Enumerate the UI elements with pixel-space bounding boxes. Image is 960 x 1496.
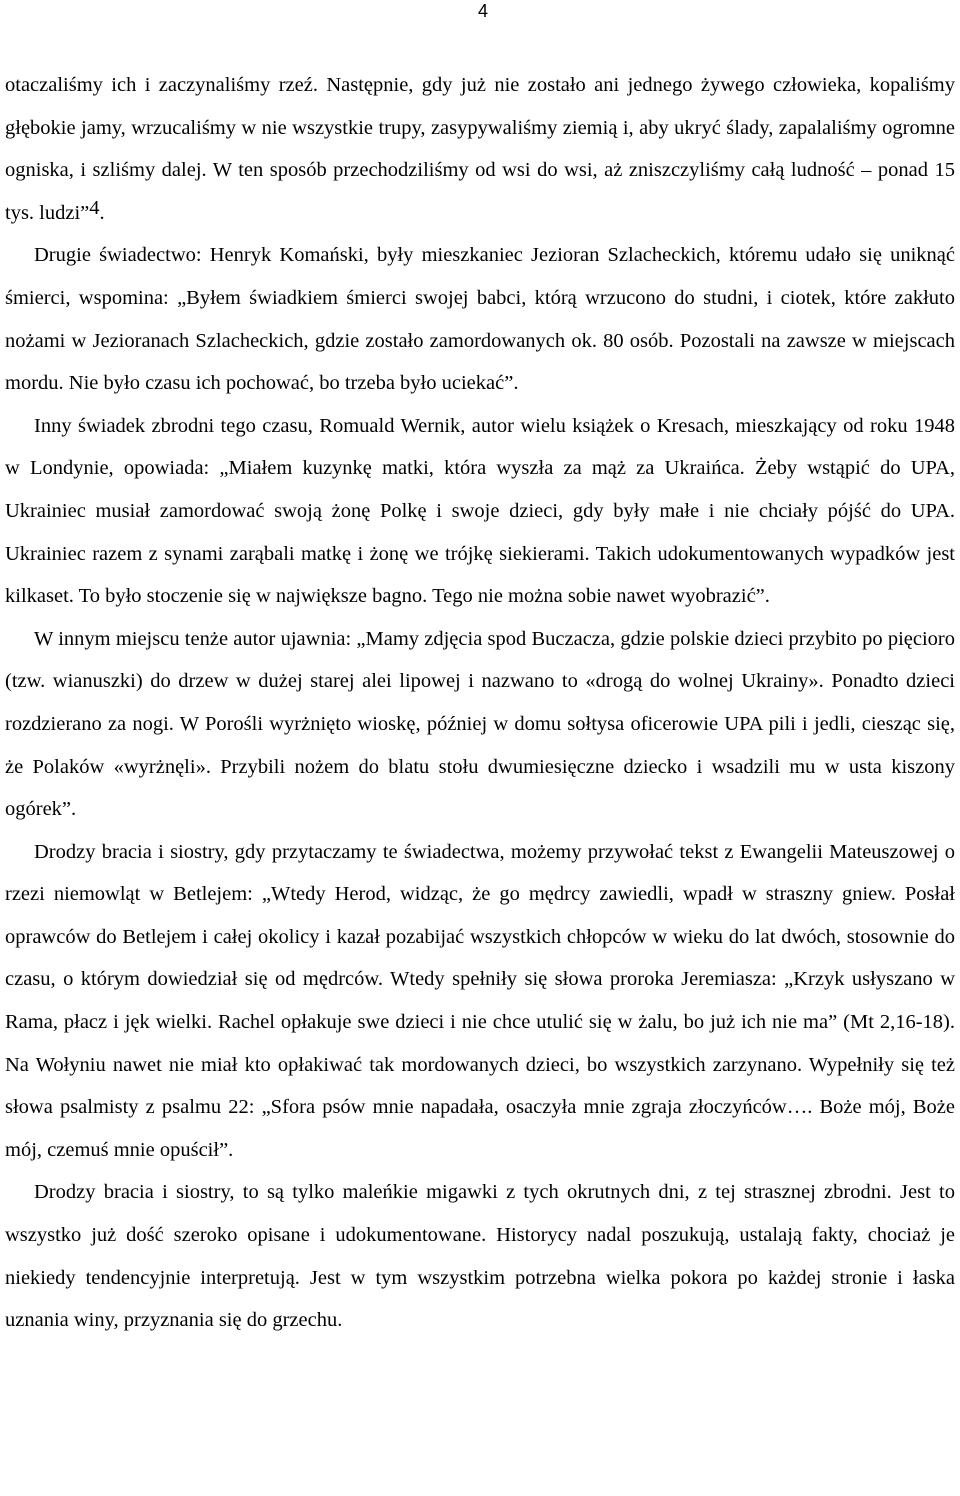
paragraph-text: otaczaliśmy ich i zaczynaliśmy rzeź. Następnie, gdy już nie zostało ani jednego żywego człowieka, kopaliśmy głębokie jamy, wrzucaliśmy w nie wszystkie trupy, zasypywaliśmy ziemią i, aby ukryć ślady, zapalaliśmy ogromne ogniska, i szliśmy dalej. W ten sposób przechodziliśmy od wsi do wsi, aż zniszczyliśmy całą ludność – ponad 15 tys. ludzi” (5, 74, 955, 224)
footnote-reference[interactable]: 4 (89, 196, 100, 219)
paragraph-second-testimony: Drugie świadectwo: Henryk Komański, były mieszkaniec Jezioran Szlacheckich, któremu udało się uniknąć śmierci, wspomina: „Byłem świadkiem śmierci swojej babci, którą wrzucono do studni, i ciotek, które zakłuto nożami w Jezioranach Szlacheckich, gdzie zostało zamordowanych ok. 80 osób. Pozostali na zawsze w miejscach mordu. Nie było czasu ich pochować, bo trzeba było uciekać”. (5, 244, 955, 395)
paragraph-third-testimony: Inny świadek zbrodni tego czasu, Romuald Wernik, autor wielu książek o Kresach, mieszkający od roku 1948 w Londynie, opowiada: „Miałem kuzynkę matki, która wyszła za mąż za Ukraińca. Żeby wstąpić do UPA, Ukrainiec musiał zamordować swoją żonę Polkę i swoje dzieci, gdy były małe i nie chciały pójść do UPA. Ukrainiec razem z synami zarąbali matkę i żonę we trójkę siekierami. Takich udokumentowanych wypadków jest kilkaset. To było stoczenie się w największe bagno. Tego nie można sobie nawet wyobrazić”. (5, 414, 955, 608)
paragraph-author-revelation: W innym miejscu tenże autor ujawnia: „Mamy zdjęcia spod Buczacza, gdzie polskie dzieci przybito po pięcioro (tzw. wianuszki) do drzew w dużej starej alei lipowej i nazwano to «drogą do wolnej Ukrainy». Ponadto dzieci rozdzierano za nogi. W Porośli wyrżnięto wioskę, później w domu sołtysa oficerowie UPA pili i jedli, ciesząc się, że Polaków «wyrżnęli». Przybili nożem do blatu stołu dwumiesięczne dziecko i wsadzili mu w usta kiszony ogórek”. (5, 627, 955, 821)
page-number: 4 (477, 1, 488, 21)
paragraph-closing-reflection: Drodzy bracia i siostry, to są tylko maleńkie migawki z tych okrutnych dni, z tej strasznej zbrodni. Jest to wszystko już dość szeroko opisane i udokumentowane. Historycy nadal poszukują, ustalają fakty, chociaż je niekiedy tendencyjnie interpretują. Jest w tym wszystkim potrzebna wielka pokora po każdej stronie i łaska uznania winy, przyznania się do grzechu. (5, 1181, 955, 1332)
paragraph-tail: . (99, 201, 105, 224)
document-body (5, 64, 955, 1342)
paragraph-gospel-reference: Drodzy bracia i siostry, gdy przytaczamy te świadectwa, możemy przywołać tekst z Ewangelii Mateuszowej o rzezi niemowląt w Betlejem: „Wtedy Herod, widząc, że go mędrcy zawiedli, wpadł w straszny gniew. Posłał oprawców do Betlejem i całej okolicy i kazał pozabijać wszystkich chłopców w wieku do lat dwóch, stosownie do czasu, o którym dowiedział się od mędrców. Wtedy spełniły się słowa proroka Jeremiasza: „Krzyk usłyszano w Rama, płacz i jęk wielki. Rachel opłakuje swe dzieci i nie chce utulić się w żalu, bo już ich nie ma” (Mt 2,16-18). Na Wołyniu nawet nie miał kto opłakiwać tak mordowanych dzieci, bo wszystkich zarzynano. Wypełniły się też słowa psalmisty z psalmu 22: „Sfora psów mnie napadała, osaczyła mnie zgraja złoczyńców…. Boże mój, Boże mój, czemuś mnie opuścił”. (5, 840, 955, 1161)
paragraph-testimony-continued (5, 64, 955, 234)
